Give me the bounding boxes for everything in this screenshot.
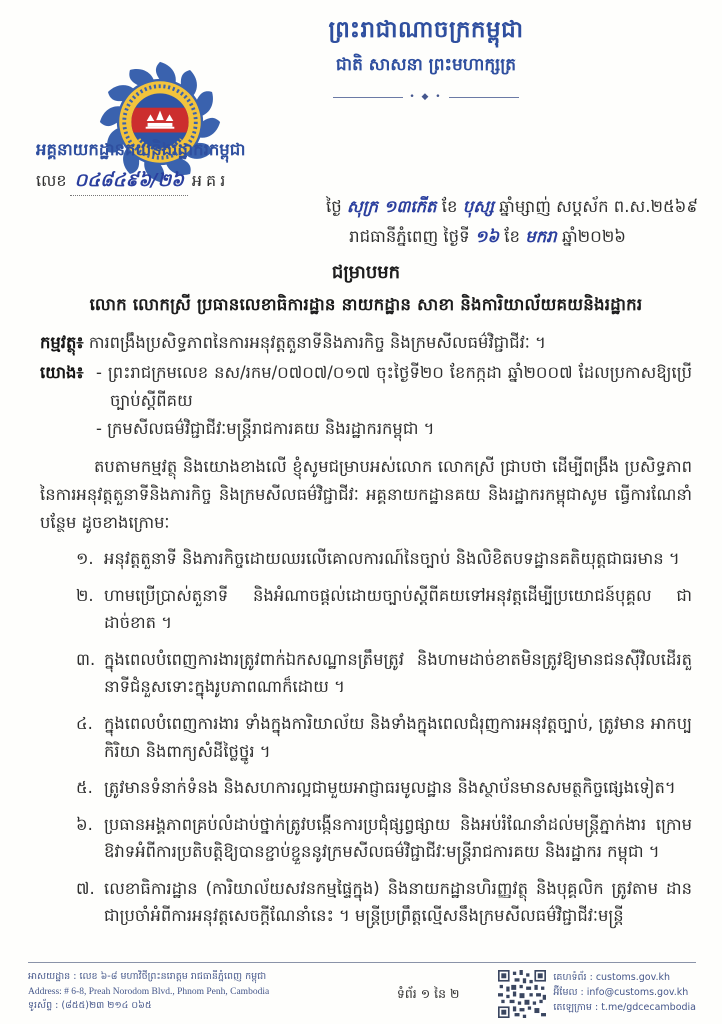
footer-email: អ៊ីមែល : info@customs.gov.kh	[553, 987, 689, 999]
reference-bullet: -	[96, 418, 102, 438]
directive-item	[76, 646, 692, 701]
date-handwritten-monthname: មករា	[525, 226, 557, 246]
ornament-bar-left	[333, 97, 403, 98]
reference-item	[96, 359, 692, 415]
footer-address-block	[28, 970, 358, 1014]
subject-text: ការពង្រឹងប្រសិទ្ធភាពនៃការអនុវត្តតួនាទីនិងភារកិច្ច និងក្រមសីលធម៌វិជ្ជាជីវៈ ។	[88, 333, 546, 352]
footer-phone: ទូរស័ព្ទ : (៨៥៥)២៣ ២១៤ ០៦៥	[28, 1000, 152, 1012]
directive-text: លេខាធិការដ្ឋាន (ការិយាល័យសវនកម្មផ្ទៃក្នុង) និងនាយកដ្ឋានហិរញ្ញវត្ថុ និងបុគ្គលិក ត្រូវតាម ដានជាប្រចាំអំពីការអនុវត្តសេចក្ដីណែនាំនេះ ។ មន្ត្រីប្រព្រឹត្តល្មើសនឹងក្រមសីលធម៌វិជ្ជាជីវៈមន្ត្រី	[104, 878, 692, 926]
directive-number: ៦.	[76, 814, 93, 834]
footer-address-kh: អាសយដ្ឋាន : លេខ ៦-៨ មហាវិថីព្រះនរោត្តម រាជធានីភ្នំពេញ កម្ពុជា	[28, 971, 267, 982]
reference-number-line	[36, 168, 229, 196]
directive-item	[76, 545, 692, 573]
directive-text: ត្រូវមានទំនាក់ទំនង និងសហការល្អជាមួយអាជ្ញាធរមូលដ្ឋាន និងស្ថាប័នមានសមត្ថកិច្ចផ្សេងទៀត។	[104, 778, 676, 798]
subject-label: កម្មវត្ថុ៖	[40, 333, 84, 352]
reference-item	[96, 415, 692, 443]
civil-date-line	[326, 222, 698, 252]
directive-number: ២.	[76, 585, 94, 605]
date-handwritten-month: បុស្ស	[462, 197, 494, 216]
directive-item	[76, 774, 692, 802]
directive-list	[40, 545, 692, 930]
footer-contact-block	[498, 970, 696, 1018]
date-printed: ខែ	[441, 197, 458, 216]
directive-text: ប្រធានអង្គភាពគ្រប់លំដាប់ថ្នាក់ត្រូវបង្កើនការប្រជុំផ្សព្វផ្សាយ និងអប់រំណែនាំដល់មន្ត្រីភ្នាក់ងារ ក្រោមឱវាទអំពីការប្រតិបត្តិឱ្យបានខ្ជាប់ខ្ជួននូវក្រមសីលធម៌វិជ្ជាជីវៈមន្ត្រីរាជការគយ និងរដ្ឋាករ កម្ពុជា ។	[104, 814, 692, 862]
gdce-customs-seal-icon	[98, 60, 222, 184]
page-indicator: ទំព័រ ១ នៃ ២	[396, 986, 460, 1001]
directive-number: ៥.	[76, 778, 93, 798]
date-printed: ខែ	[504, 226, 521, 246]
reference-bullet: -	[96, 362, 102, 382]
directive-number: ១.	[76, 549, 94, 569]
salutation-title: ជម្រាបមក	[331, 262, 401, 283]
national-motto: ជាតិ សាសនា ព្រះមហាក្សត្រ	[335, 55, 517, 75]
kingdom-title: ព្រះរាជាណាចក្រកម្ពុជា	[328, 17, 524, 43]
date-handwritten-daynum: ១៦	[474, 226, 500, 246]
reference-items	[96, 359, 692, 443]
letter-body	[40, 260, 692, 939]
directive-number: ៤.	[76, 714, 93, 734]
date-handwritten-day: សុក្រ ១៣កើត	[346, 197, 437, 216]
directive-number: ៧.	[76, 878, 95, 898]
date-printed: ថ្ងៃ	[325, 197, 342, 216]
lunar-date-line	[326, 192, 698, 222]
directive-text: អនុវត្តតួនាទី និងភារកិច្ចដោយឈរលើគោលការណ៍នៃច្បាប់ និងលិខិតបទដ្ឋានគតិយុត្តជាធរមាន ។	[104, 549, 680, 569]
subject-row	[40, 329, 692, 357]
directive-item	[76, 710, 692, 765]
ref-suffix: អគរ	[191, 171, 230, 190]
reference-text: ក្រមសីលធម៌វិជ្ជាជីវៈមន្ត្រីរាជការគយ និងរដ្ឋាករកម្ពុជា ។	[107, 418, 435, 438]
directive-text: ហាមប្រើប្រាស់តួនាទី និងអំណាចផ្ដល់ដោយច្បាប់ស្ដីពីគយទៅអនុវត្តដើម្បីប្រយោជន៍បុគ្គល ជាដាច់ខាត ។	[104, 585, 692, 633]
reference-text: ព្រះរាជក្រមលេខ នស/រកម/០៧០៧/០១៧ ចុះថ្ងៃទី២០ ខែកក្កដា ឆ្នាំ២០០៧ ដែលប្រកាសឱ្យប្រើច្បាប់ស្ដីពីគយ	[107, 362, 692, 410]
ref-number-handwritten: ០៤៨៤៩៦/២៦	[70, 168, 187, 196]
date-printed: រាជធានីភ្នំពេញ ថ្ងៃទី	[349, 226, 470, 246]
ornament-glyph: • ◆ •	[409, 92, 443, 102]
agency-name: អគ្គនាយកដ្ឋានគយនិងរដ្ឋាករកម្ពុជា	[36, 140, 246, 159]
directive-item	[76, 811, 692, 866]
footer-telegram: តេឡេក្រាម : t.me/gdcecambodia	[553, 1002, 696, 1014]
directive-item	[76, 582, 692, 637]
directive-text: ក្នុងពេលបំពេញការងារត្រូវពាក់ឯកសណ្ឋានត្រឹមត្រូវ និងហាមដាច់ខាតមិនត្រូវឱ្យមានជនស៊ីវិលដើរតួ នាទីជំនួសទោះក្នុងរូបភាពណាក៏ដោយ ។	[104, 649, 692, 697]
directive-number: ៣.	[76, 649, 96, 669]
body-paragraph: តបតាមកម្មវត្ថុ និងយោងខាងលើ ខ្ញុំសូមជម្រាបអស់លោក លោកស្រី ជ្រាបថា ដើម្បីពង្រឹង ប្រសិទ្ធភាពនៃការអនុវត្តតួនាទីនិងភារកិច្ច និងក្រមសីលធម៌វិជ្ជាជីវៈ អគ្គនាយកដ្ឋានគយ និងរដ្ឋាករកម្ពុជាសូម ធ្វើការណែនាំបន្ថែម ដូចខាងក្រោមៈ	[40, 456, 692, 532]
footer-website: គេហទំព័រ : customs.gov.kh	[553, 972, 671, 983]
date-block	[326, 192, 698, 251]
ref-label: លេខ	[36, 171, 67, 190]
addressee-line: លោក លោកស្រី ប្រធានលេខាធិការដ្ឋាន នាយកដ្ឋាន សាខា និងការិយាល័យគយនិងរដ្ឋាករ	[89, 295, 643, 314]
footer-contact-lines	[553, 970, 696, 1016]
ornament-bar-right	[449, 97, 519, 98]
date-printed: ឆ្នាំ២០២៦	[561, 226, 626, 246]
reference-label: យោង៖	[40, 362, 84, 382]
page-footer	[28, 962, 696, 1018]
directive-item	[76, 875, 692, 930]
date-printed: ឆ្នាំម្សាញ់ សប្ដស័ក ព.ស.២៥៦៩	[499, 197, 698, 216]
reference-row	[40, 359, 692, 443]
directive-text: ក្នុងពេលបំពេញការងារ ទាំងក្នុងការិយាល័យ និងទាំងក្នុងពេលជំរុញការអនុវត្តច្បាប់, ត្រូវមាន អាកប្បកិរិយា និងពាក្យសំដីថ្លៃថ្នូរ ។	[104, 714, 692, 761]
footer-address-en: Address: # 6-8, Preah Norodom Blvd., Phnom Penh, Cambodia	[28, 986, 270, 997]
qr-code-icon	[498, 970, 546, 1018]
